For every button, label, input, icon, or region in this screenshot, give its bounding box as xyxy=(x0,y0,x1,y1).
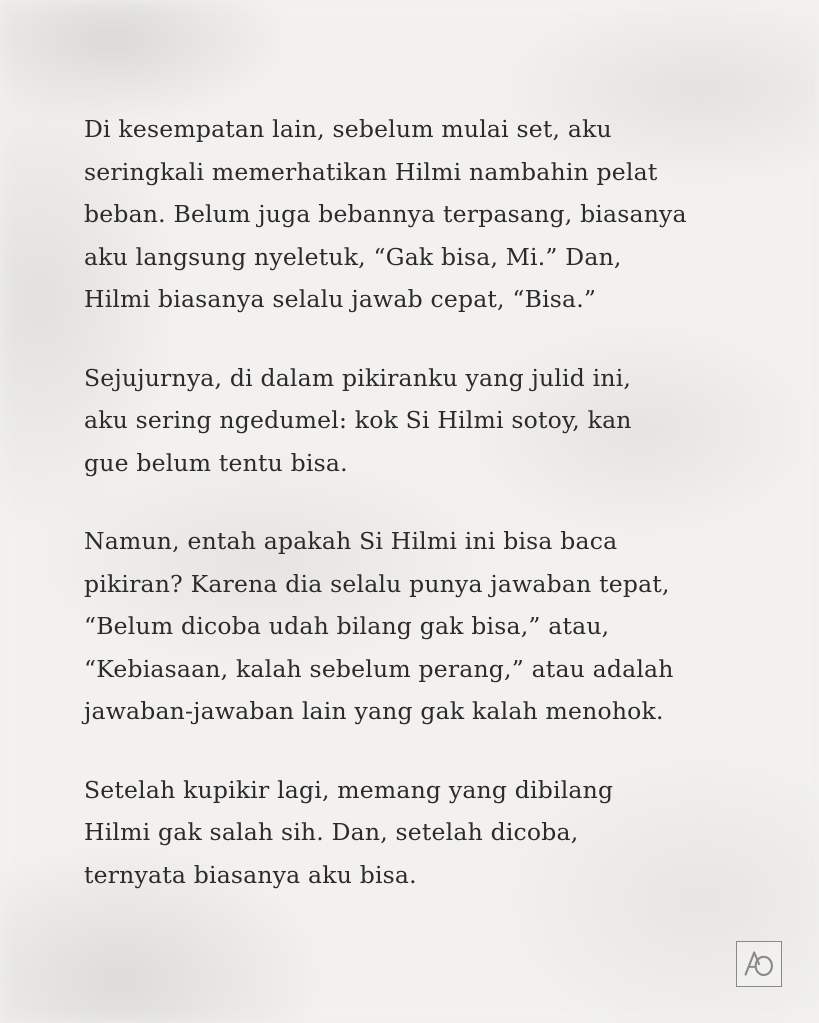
text-line: aku sering ngedumel: kok Si Hilmi sotoy, kan xyxy=(84,406,632,434)
paragraph-2 xyxy=(84,357,744,485)
text-line: “Kebiasaan, kalah sebelum perang,” atau adalah xyxy=(84,654,674,683)
paragraph-4 xyxy=(84,769,744,897)
text-line: aku langsung nyeletuk, “Gak bisa, Mi.” Dan, xyxy=(84,242,622,271)
text-line: Hilmi gak salah sih. Dan, setelah dicoba, xyxy=(84,818,579,846)
paragraph-3 xyxy=(84,520,744,733)
text-line: seringkali memerhatikan Hilmi nambahin pelat xyxy=(84,157,658,186)
text-line: pikiran? Karena dia selalu punya jawaban tepat, xyxy=(84,569,670,598)
article-body xyxy=(84,108,744,932)
text-line: Sejujurnya, di dalam pikiranku yang julid ini, xyxy=(84,363,632,392)
text-line: jawaban-jawaban lain yang gak kalah menohok. xyxy=(84,697,664,725)
text-line: Di kesempatan lain, sebelum mulai set, aku xyxy=(84,115,612,143)
text-line: “Belum dicoba udah bilang gak bisa,” atau, xyxy=(84,612,610,640)
ao-logo-mark xyxy=(737,942,781,986)
text-line: Setelah kupikir lagi, memang yang dibilang xyxy=(84,775,614,804)
text-line: beban. Belum juga bebannya terpasang, biasanya xyxy=(84,200,687,228)
paragraph-1 xyxy=(84,108,744,321)
text-line: gue belum tentu bisa. xyxy=(84,448,348,477)
text-line: Namun, entah apakah Si Hilmi ini bisa baca xyxy=(84,527,618,555)
text-line: ternyata biasanya aku bisa. xyxy=(84,860,417,889)
text-line: Hilmi biasanya selalu jawab cepat, “Bisa.” xyxy=(84,285,597,313)
ao-monogram-icon xyxy=(736,941,782,987)
